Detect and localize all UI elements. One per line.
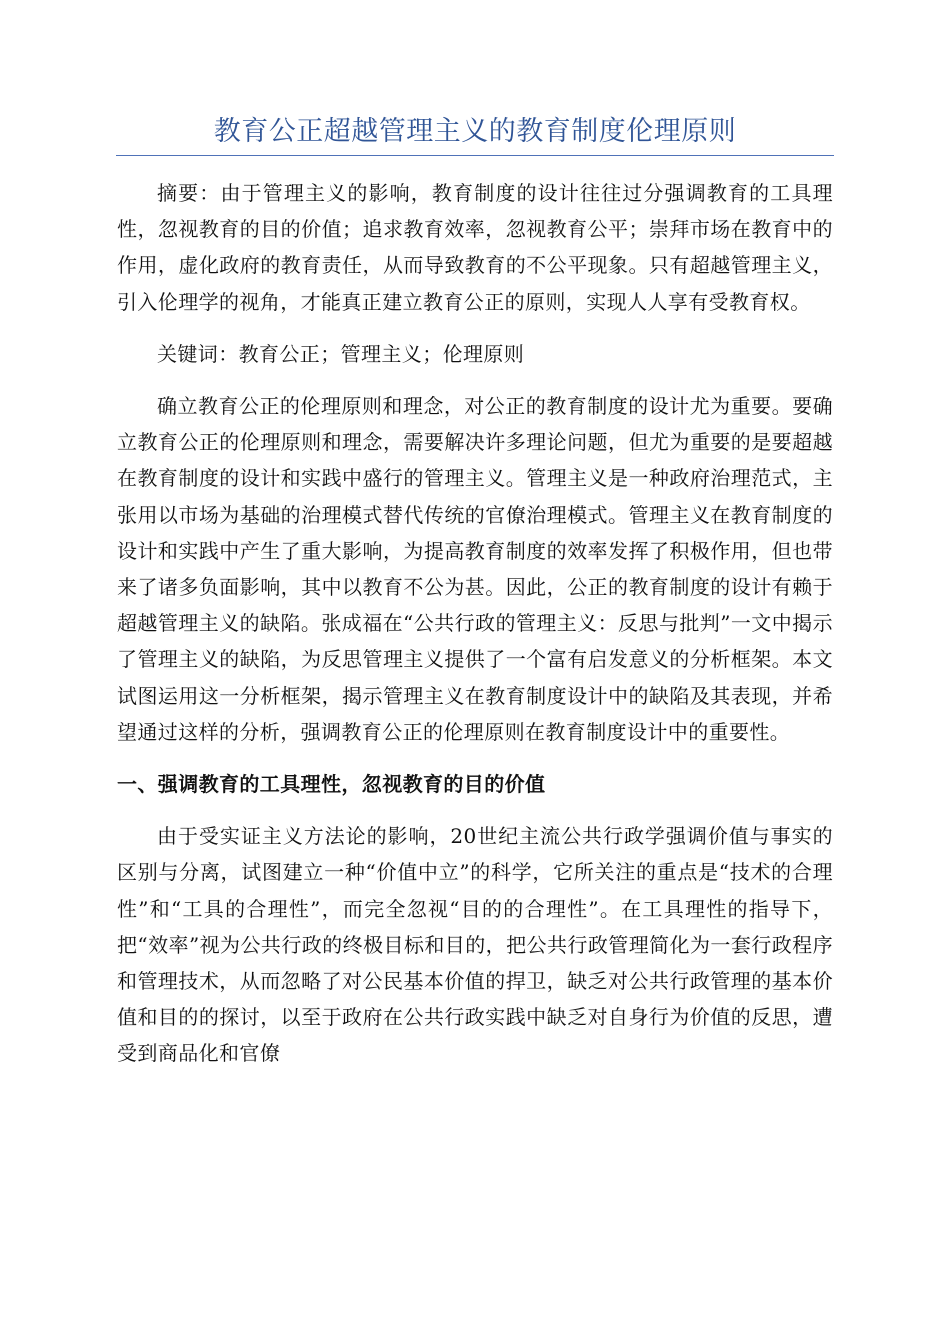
document-body — [117, 175, 833, 1088]
keywords-paragraph: 关键词：教育公正；管理主义；伦理原则 — [157, 341, 525, 366]
section-heading: 一、强调教育的工具理性，忽视教育的目的价值 — [117, 772, 546, 797]
document-title: 教育公正超越管理主义的教育制度伦理原则 — [213, 116, 737, 147]
intro-paragraph: 确立教育公正的伦理原则和理念，对公正的教育制度的设计尤为重要。要确立教育公正的伦理原则和理念，需要解决许多理论问题，但尤为重要的是要超越在教育制度的设计和实践中盛行的管理主义。管理主义是一种政府治理范式，主张用以市场为基础的治理模式替代传统的官僚治理模式。管理主义在教育制度的设计和实践中产生了重大影响，为提高教育制度的效率发挥了积极作用，但也带来了诸多负面影响，其中以教育不公为甚。因此，公正的教育制度的设计有赖于超越管理主义的缺陷。张成福在“公共行政的管理主义：反思与批判”一文中揭示了管理主义的缺陷，为反思管理主义提供了一个富有启发意义的分析框架。本文试图运用这一分析框架，揭示管理主义在教育制度设计中的缺陷及其表现，并希望通过这样的分析，强调教育公正的伦理原则在教育制度设计中的重要性。 — [117, 394, 833, 744]
title-underline — [116, 155, 834, 156]
section-paragraph: 由于受实证主义方法论的影响，20世纪主流公共行政学强调价值与事实的区别与分离，试图建立一种“价值中立”的科学，它所关注的重点是“技术的合理性”和“工具的合理性”，而完全忽视“目的的合理性”。在工具理性的指导下，把“效率”视为公共行政的终极目标和目的，把公共行政管理简化为一套行政程序和管理技术，从而忽略了对公民基本价值的捍卫，缺乏对公共行政管理的基本价值和目的的探讨，以至于政府在公共行政实践中缺乏对自身行为价值的反思，遭受到商品化和官僚 — [117, 824, 833, 1066]
abstract-paragraph: 摘要：由于管理主义的影响，教育制度的设计往往过分强调教育的工具理性，忽视教育的目的价值；追求教育效率，忽视教育公平；崇拜市场在教育中的作用，虚化政府的教育责任，从而导致教育的不公平现象。只有超越管理主义，引入伦理学的视角，才能真正建立教育公正的原则，实现人人享有受教育权。 — [117, 181, 833, 314]
